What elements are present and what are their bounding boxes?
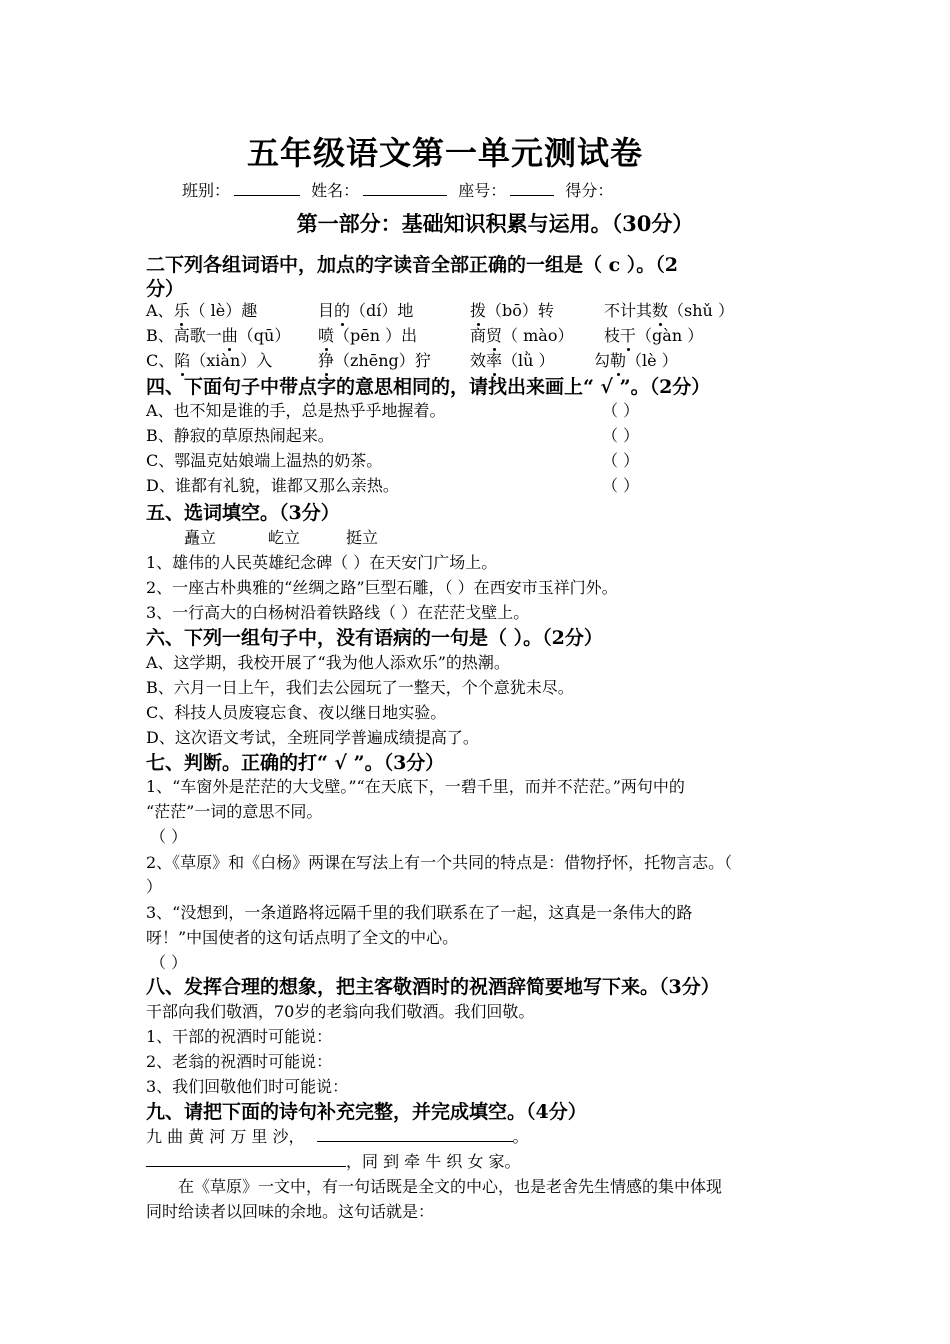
q2-a-word-4: 不计其数（shǔ ）: [604, 298, 734, 321]
q5-item-2: 2、一座古朴典雅的“丝绸之路”巨型石雕，（ ）在西安市玉祥门外。: [146, 578, 618, 597]
q2-c-word-2: 狰（zhēng）狞: [318, 348, 431, 371]
q2-b-word-2: 喷（pēn ）出: [318, 323, 417, 346]
q9-poem-line-1: [146, 1124, 529, 1147]
q5-word-3: 挺立: [346, 528, 379, 547]
name-blank[interactable]: [363, 181, 447, 196]
q2-c-word-4: 勾勒（lè ）: [594, 348, 678, 371]
q2-b-word-1: B、高歌一曲（qū）: [146, 323, 290, 346]
q4-answer-d[interactable]: （ ）: [602, 476, 640, 495]
q4-heading: 四、下面句子中带点字的意思相同的，请找出来画上“ √ ”。（2分）: [146, 376, 711, 398]
q5-item-3: 3、一行高大的白杨树沿着铁路线（ ）在茫茫戈壁上。: [146, 603, 530, 622]
q2-heading: 二下列各组词语中，加点的字读音全部正确的一组是（ c ）。（2: [146, 254, 679, 276]
q9-poem-blank-2[interactable]: [146, 1152, 346, 1167]
class-label: 班别：: [182, 181, 231, 200]
q2-b-word-3: 商贸（ mào）: [470, 323, 573, 346]
q8-intro: 干部向我们敬酒，70岁的老翁向我们敬酒。我们回敬。: [146, 1002, 535, 1021]
q2-b-word-4: 枝干（gàn ）: [604, 323, 703, 346]
q5-heading: 五、选词填空。（3分）: [146, 502, 340, 524]
q8-heading: 八、发挥合理的想象，把主客敬酒时的祝酒辞简要地写下来。（3分）: [146, 976, 720, 998]
q6-option-b: B、六月一日上午，我们去公园玩了一整天，个个意犹未尽。: [146, 678, 574, 697]
q2-c-word-1: C、陷（xiàn）入: [146, 348, 272, 371]
q9-paragraph: 在《草原》一文中，有一句话既是全文的中心，也是老舍先生情感的集中体现: [178, 1177, 723, 1196]
q5-word-1: 矗立: [184, 528, 217, 547]
q7-item-1: 1、“车窗外是茫茫的大戈壁。”“在天底下，一碧千里，而并不茫茫。”两句中的: [146, 777, 685, 796]
q2-heading-cont: 分）: [146, 278, 185, 300]
q8-item-3: 3、我们回敬他们时可能说：: [146, 1077, 349, 1096]
q7-answer-1[interactable]: （ ）: [150, 827, 188, 846]
q8-item-1: 1、干部的祝酒时可能说：: [146, 1027, 333, 1046]
q5-item-1: 1、雄伟的人民英雄纪念碑（ ）在天安门广场上。: [146, 553, 498, 572]
page-title: 五年级语文第一单元测试卷: [246, 134, 643, 172]
q7-heading: 七、判断。正确的打“ √ ”。（3分）: [146, 752, 445, 774]
q7-item-1-cont: “茫茫”一词的意思不同。: [146, 802, 323, 821]
q6-option-a: A、这学期，我校开展了“我为他人添欢乐”的热潮。: [146, 653, 510, 672]
score-label: 得分：: [565, 181, 614, 200]
q9-paragraph-cont: 同时给读者以回味的余地。这句话就是：: [146, 1202, 435, 1221]
q2-c-word-3: 效率（lǜ ）: [470, 348, 555, 371]
q9-heading: 九、请把下面的诗句补充完整，并完成填空。（4分）: [146, 1101, 587, 1123]
q8-item-2: 2、老翁的祝酒时可能说：: [146, 1052, 333, 1071]
class-blank[interactable]: [234, 181, 300, 196]
q2-a-word-1: A、乐（ lè）趣: [146, 298, 257, 321]
q9-poem-1-end: 。: [512, 1127, 529, 1146]
q2-a-word-3: 拨（bō）转: [470, 298, 554, 321]
q7-answer-2[interactable]: ）: [146, 877, 163, 896]
q4-item-d: D、谁都有礼貌，谁都又那么亲热。: [146, 476, 399, 495]
q4-item-a: A、也不知是谁的手，总是热乎乎地握着。: [146, 401, 446, 420]
name-label: 姓名：: [311, 181, 360, 200]
q4-item-c: C、鄂温克姑娘端上温热的奶茶。: [146, 451, 383, 470]
q6-heading: 六、下列一组句子中，没有语病的一句是（ ）。（2分）: [146, 627, 603, 649]
q2-a-word-2: 目的（dí）地: [318, 298, 413, 321]
q6-option-c: C、科技人员废寝忘食、夜以继日地实验。: [146, 703, 447, 722]
q4-answer-a[interactable]: （ ）: [602, 401, 640, 420]
q7-item-3: 3、“没想到，一条道路将远隔千里的我们联系在了一起，这真是一条伟大的路: [146, 903, 693, 922]
q4-answer-b[interactable]: （ ）: [602, 426, 640, 445]
q9-poem-line-2: [146, 1149, 521, 1172]
q9-poem-1-text: 九 曲 黄 河 万 里 沙，: [146, 1127, 305, 1146]
q6-option-d: D、这次语文考试，全班同学普遍成绩提高了。: [146, 728, 479, 747]
part-one-title: 第一部分：基础知识积累与运用。（30分）: [296, 211, 694, 236]
seat-label: 座号：: [458, 181, 507, 200]
student-info-line: [182, 178, 613, 201]
q4-answer-c[interactable]: （ ）: [602, 451, 640, 470]
q9-poem-blank-1[interactable]: [317, 1127, 513, 1142]
q4-item-b: B、静寂的草原热闹起来。: [146, 426, 334, 445]
q7-answer-3[interactable]: （ ）: [150, 953, 188, 972]
q7-item-3-cont: 呀！”中国使者的这句话点明了全文的中心。: [146, 928, 459, 947]
q7-item-2: 2、《草原》和《白杨》两课在写法上有一个共同的特点是：借物抒怀，托物言志。（: [146, 853, 733, 872]
q5-word-2: 屹立: [268, 528, 301, 547]
q9-poem-2-text: ，同 到 牵 牛 织 女 家。: [346, 1152, 521, 1171]
seat-blank[interactable]: [510, 181, 554, 196]
